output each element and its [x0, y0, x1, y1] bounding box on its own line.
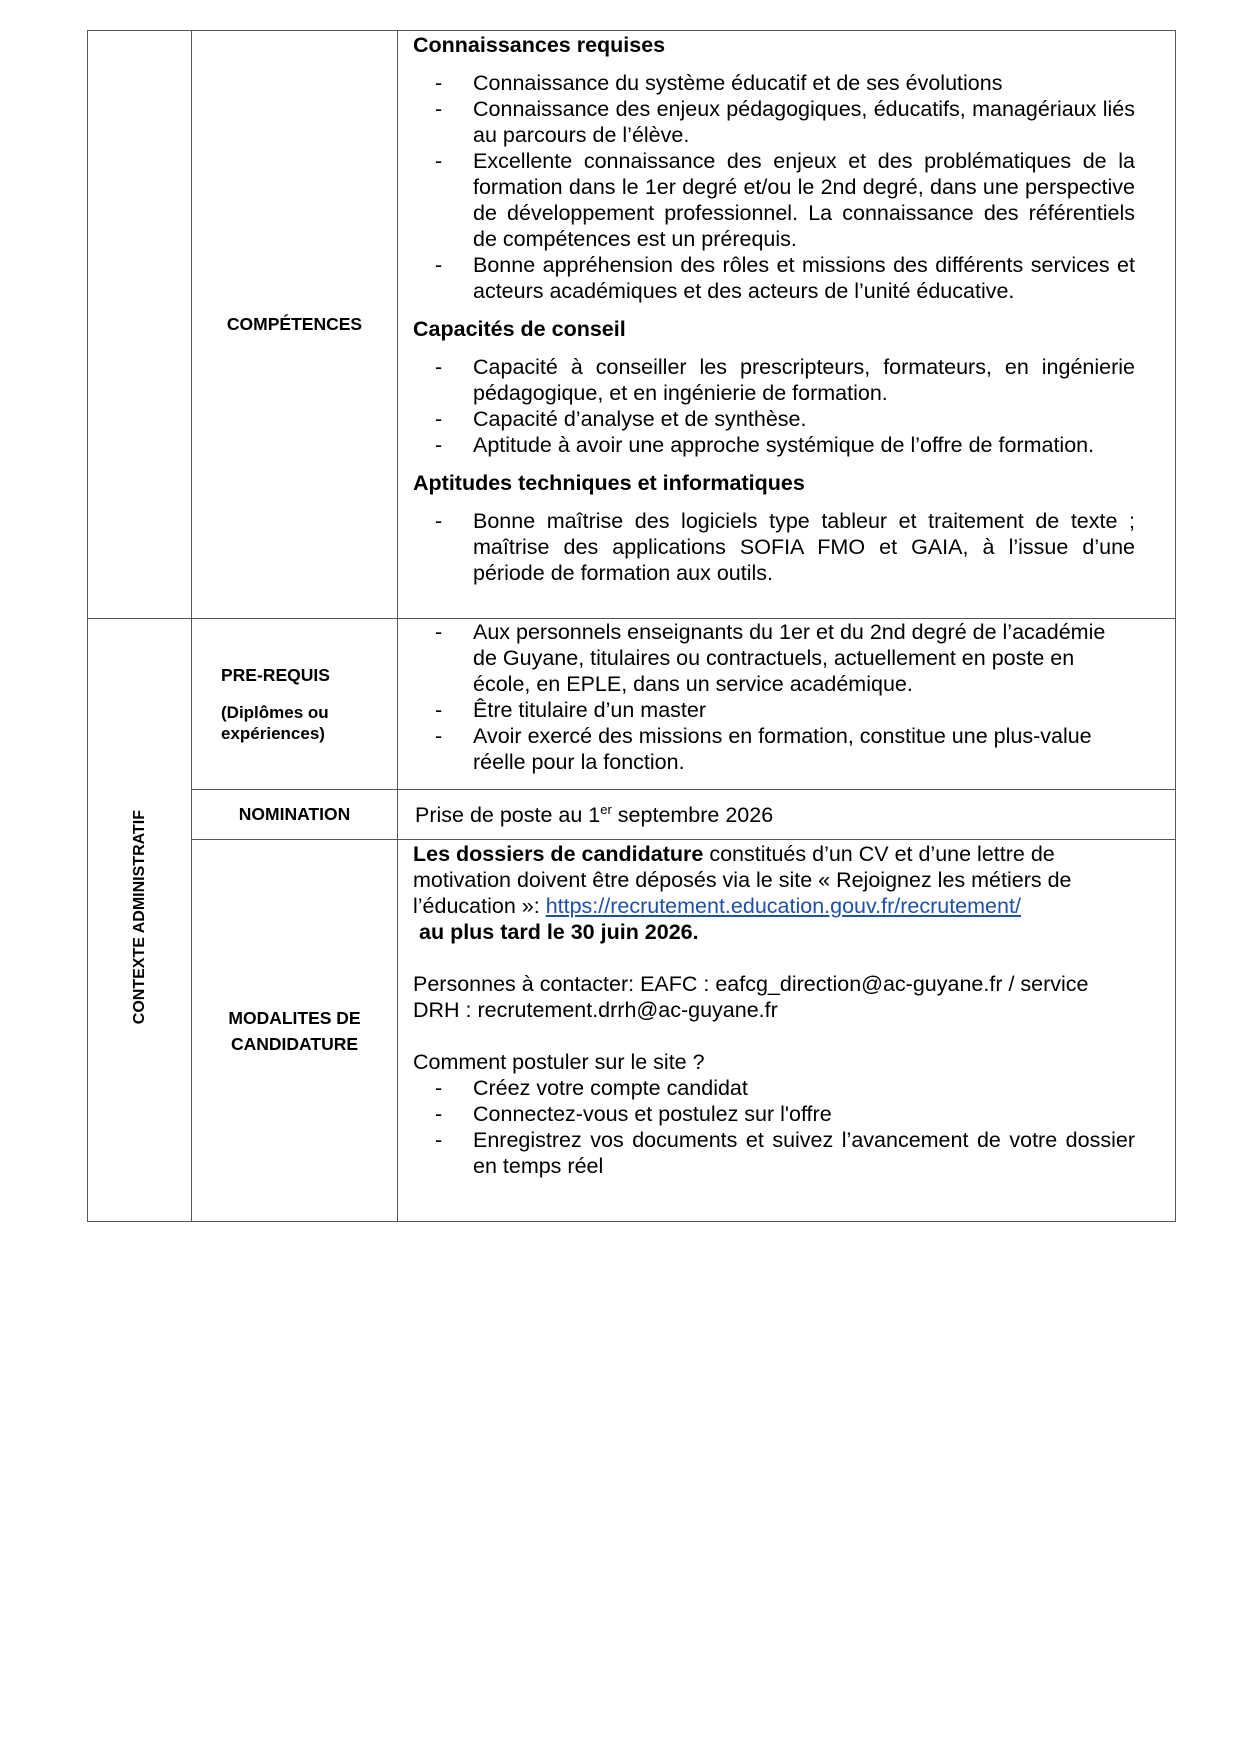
- section-list: [413, 70, 1135, 304]
- modalites-label: MODALITES DE CANDIDATURE: [228, 1007, 361, 1054]
- list-item: - Être titulaire d’un master: [413, 697, 1135, 723]
- list-item: - Capacité à conseiller les prescripteurs, formateurs, en ingénierie pédagogique, et en ingénierie de formation.: [413, 354, 1135, 406]
- how-to-apply-title: Comment postuler sur le site ?: [413, 1050, 705, 1074]
- nomination-sup: er: [600, 801, 612, 817]
- recrutement-link[interactable]: https://recrutement.education.gouv.fr/recrutement/: [545, 894, 1021, 918]
- modalites-content: [398, 840, 1176, 1222]
- list-item: - Bonne appréhension des rôles et missions des différents services et acteurs académiques et des acteurs de l’unité éducative.: [413, 252, 1135, 304]
- list-item: - Excellente connaissance des enjeux et des problématiques de la formation dans le 1er degré et/ou le 2nd degré, dans une perspective de développement professionnel. La connaissance des référentiels de compétences est un prérequis.: [413, 148, 1135, 252]
- prerequis-label: PRE-REQUIS: [221, 664, 330, 685]
- contexte-side-cell: [88, 619, 192, 1222]
- competences-label: COMPÉTENCES: [226, 314, 363, 334]
- prerequis-list: [413, 619, 1135, 775]
- list-item: - Enregistrez vos documents et suivez l’avancement de votre dossier en temps réel: [413, 1127, 1135, 1179]
- nomination-content: [398, 790, 1176, 840]
- list-item: - Connaissance des enjeux pédagogiques, éducatifs, managériaux liés au parcours de l’élève.: [413, 96, 1135, 148]
- list-item: - Avoir exercé des missions en formation, constitue une plus-value réelle pour la fonction.: [413, 723, 1135, 775]
- list-item: - Connectez-vous et postulez sur l'offre: [413, 1101, 1135, 1127]
- modalites-label-cell: [192, 840, 398, 1222]
- list-item: - Aux personnels enseignants du 1er et du 2nd degré de l’académie de Guyane, titulaires ou contractuels, actuellement en poste en école, en EPLE, dans un service académique.: [413, 619, 1135, 697]
- prerequis-label-cell: [192, 619, 398, 790]
- section-list: [413, 354, 1135, 458]
- section-list: [413, 508, 1135, 586]
- contexte-side-label: CONTEXTE ADMINISTRATIF: [130, 810, 148, 1025]
- nomination-text-end: septembre 2026: [611, 802, 774, 827]
- section-heading: Capacités de conseil: [413, 317, 626, 341]
- modalites-row: [88, 840, 1176, 1222]
- nomination-text: Prise de poste au 1: [415, 802, 601, 827]
- nomination-label-cell: [192, 790, 398, 840]
- deadline-text: au plus tard le 30 juin 2026.: [419, 920, 699, 944]
- section-heading: Connaissances requises: [413, 33, 666, 57]
- job-offer-table: [87, 30, 1176, 1222]
- competences-content: [398, 31, 1176, 619]
- nomination-label: NOMINATION: [238, 804, 351, 824]
- competences-label-cell: [192, 31, 398, 619]
- dossier-text: constitués d’un CV et d’une lettre de motivation doivent être déposés via le site « Rejoignez les métiers de l’éducation »:: [413, 842, 1072, 918]
- list-item: - Créez votre compte candidat: [413, 1075, 1135, 1101]
- contact-text: Personnes à contacter: EAFC : eafcg_direction@ac-guyane.fr / service DRH : recrutement.drrh@ac-guyane.fr: [413, 972, 1089, 1022]
- list-item: - Aptitude à avoir une approche systémique de l’offre de formation.: [413, 432, 1135, 458]
- steps-list: [413, 1075, 1135, 1179]
- list-item: - Connaissance du système éducatif et de ses évolutions: [413, 70, 1135, 96]
- section-heading: Aptitudes techniques et informatiques: [413, 471, 805, 495]
- prerequis-content: [398, 619, 1176, 790]
- dossier-bold: Les dossiers de candidature: [413, 842, 704, 866]
- dossier-paragraph: [413, 841, 1135, 919]
- prerequis-row: [88, 619, 1176, 790]
- nomination-row: [88, 790, 1176, 840]
- list-item: - Bonne maîtrise des logiciels type tableur et traitement de texte ; maîtrise des applications SOFIA FMO et GAIA, à l’issue d’une période de formation aux outils.: [413, 508, 1135, 586]
- prerequis-sublabel: (Diplômes ou expériences): [221, 702, 329, 743]
- empty-side-cell: [88, 31, 192, 619]
- competences-row: [88, 31, 1176, 619]
- list-item: - Capacité d’analyse et de synthèse.: [413, 406, 1135, 432]
